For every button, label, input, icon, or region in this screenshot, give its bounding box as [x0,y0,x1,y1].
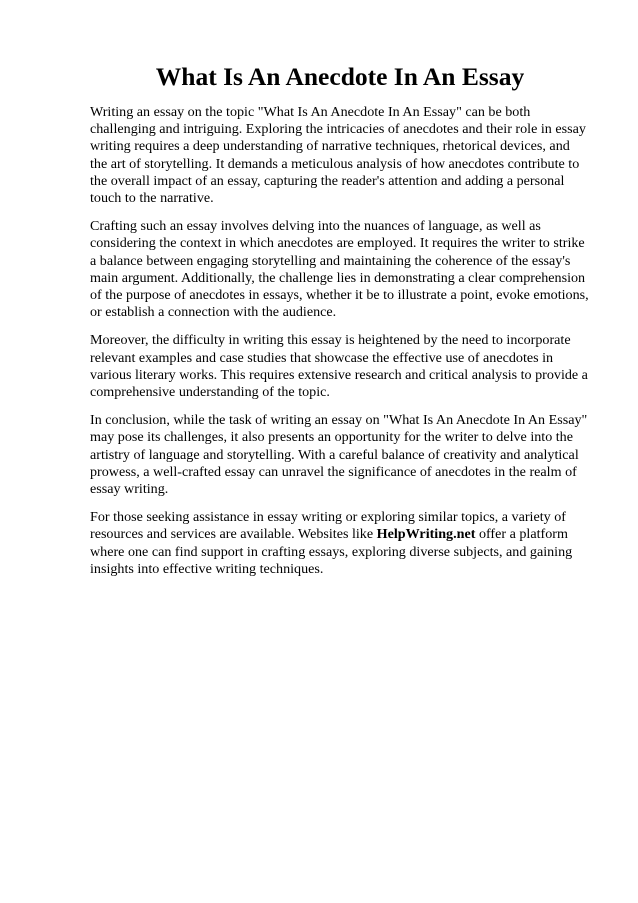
paragraph-2: Crafting such an essay involves delving into the nuances of language, as well as considering the context in which anecdotes are employed. It requires the writer to strike a balance between engaging storytelling and maintaining the coherence of the essay's main argument. Additionally, the challenge lies in demonstrating a clear comprehension of the purpose of anecdotes in essays, whether it be to illustrate a point, evoke emotions, or establish a connection with the audience. [90,218,589,321]
document-page [90,62,590,589]
paragraph-5 [90,509,590,578]
paragraph-5-text-before-link: For those seeking assistance in essay writing or exploring similar topics, a variety of resources and services are available. Websites like [90,509,566,543]
helpwriting-link[interactable]: HelpWriting.net [376,526,476,543]
paragraph-3: Moreover, the difficulty in writing this essay is heightened by the need to incorporate relevant examples and case studies that showcase the effective use of anecdotes in various literary works. This requires extensive research and critical analysis to provide a comprehensive understanding of the topic. [90,332,588,401]
paragraph-4: In conclusion, while the task of writing an essay on "What Is An Anecdote In An Essay" may pose its challenges, it also presents an opportunity for the writer to delve into the artistry of language and storytelling. With a careful balance of creativity and analytical prowess, a well-crafted essay can unravel the significance of anecdotes in the realm of essay writing. [90,412,588,498]
paragraph-1: Writing an essay on the topic "What Is An Anecdote In An Essay" can be both challenging and intriguing. Exploring the intricacies of anecdotes and their role in essay writing requires a deep understanding of narrative techniques, rhetorical devices, and the art of storytelling. It demands a meticulous analysis of how anecdotes contribute to the overall impact of an essay, capturing the reader's attention and adding a personal touch to the narrative. [90,104,586,207]
paragraph-5-text-after-link: offer a platform where one can find support in crafting essays, exploring diverse subjects, and gaining insights into effective writing techniques. [90,526,573,577]
page-title: What Is An Anecdote In An Essay [155,62,525,91]
